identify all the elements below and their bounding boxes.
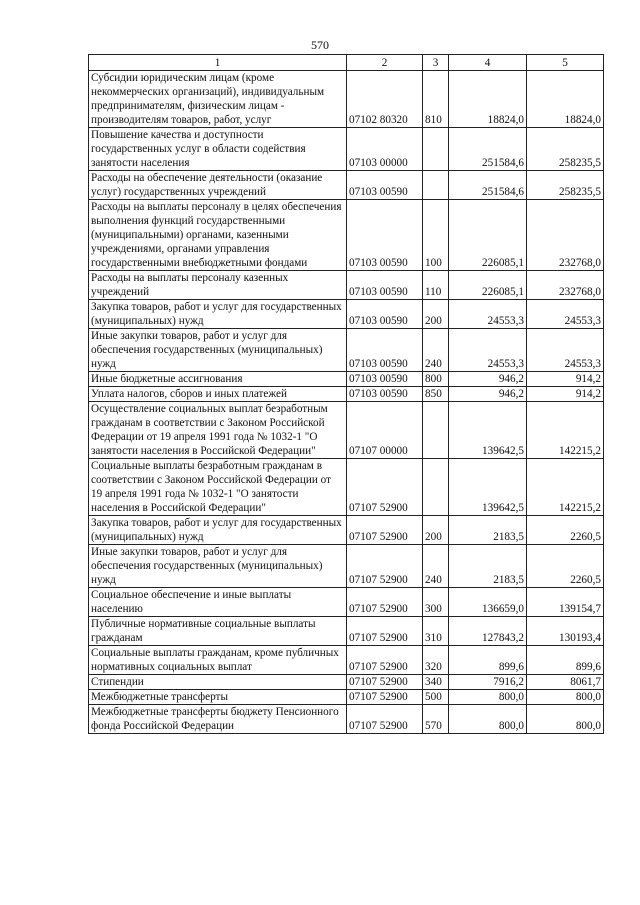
table-row <box>89 459 604 516</box>
row-expense-type: 240 <box>423 545 449 588</box>
row-value-year1: 226085,1 <box>449 200 527 271</box>
column-header: 5 <box>527 55 604 71</box>
row-value-year2: 914,2 <box>527 387 604 402</box>
row-value-year1: 136659,0 <box>449 588 527 617</box>
table-row <box>89 690 604 705</box>
row-value-year2: 24553,3 <box>527 300 604 329</box>
row-code: 07103 00590 <box>347 300 423 329</box>
row-expense-type: 810 <box>423 71 449 128</box>
row-expense-type: 200 <box>423 300 449 329</box>
row-value-year2: 2260,5 <box>527 516 604 545</box>
row-name: Публичные нормативные социальные выплаты гражданам <box>89 617 347 646</box>
row-name: Социальное обеспечение и иные выплаты населению <box>89 588 347 617</box>
row-code: 07107 52900 <box>347 690 423 705</box>
row-value-year1: 7916,2 <box>449 675 527 690</box>
row-value-year1: 127843,2 <box>449 617 527 646</box>
row-expense-type <box>423 402 449 459</box>
row-name: Повышение качества и доступности государственных услуг в области содействия занятости населения <box>89 128 347 171</box>
table-row <box>89 300 604 329</box>
row-value-year1: 139642,5 <box>449 459 527 516</box>
row-value-year2: 24553,3 <box>527 329 604 372</box>
row-name: Расходы на выплаты персоналу в целях обеспечения выполнения функций государственными (муниципальными) органами, казенными учреждениями, органами управления государственными внебюджетными фондами <box>89 200 347 271</box>
row-code: 07103 00590 <box>347 171 423 200</box>
row-value-year2: 139154,7 <box>527 588 604 617</box>
row-value-year2: 142215,2 <box>527 459 604 516</box>
row-expense-type: 240 <box>423 329 449 372</box>
table-row <box>89 372 604 387</box>
row-value-year2: 130193,4 <box>527 617 604 646</box>
table-row <box>89 171 604 200</box>
table-row <box>89 516 604 545</box>
table-row <box>89 71 604 128</box>
row-value-year2: 142215,2 <box>527 402 604 459</box>
row-value-year1: 24553,3 <box>449 300 527 329</box>
row-code: 07107 00000 <box>347 402 423 459</box>
row-value-year1: 251584,6 <box>449 171 527 200</box>
row-code: 07103 00000 <box>347 128 423 171</box>
row-code: 07103 00590 <box>347 200 423 271</box>
row-name: Стипендии <box>89 675 347 690</box>
row-expense-type: 850 <box>423 387 449 402</box>
row-value-year1: 800,0 <box>449 705 527 734</box>
row-value-year1: 2183,5 <box>449 545 527 588</box>
row-value-year1: 18824,0 <box>449 71 527 128</box>
row-name: Субсидии юридическим лицам (кроме некоммерческих организаций), индивидуальным предпринимателям, физическим лицам - производителям товаров, работ, услуг <box>89 71 347 128</box>
table-row <box>89 271 604 300</box>
row-expense-type: 110 <box>423 271 449 300</box>
row-code: 07107 52900 <box>347 459 423 516</box>
row-value-year2: 258235,5 <box>527 171 604 200</box>
row-name: Закупка товаров, работ и услуг для государственных (муниципальных) нужд <box>89 516 347 545</box>
row-value-year2: 899,6 <box>527 646 604 675</box>
row-code: 07107 52900 <box>347 646 423 675</box>
table-row <box>89 646 604 675</box>
row-value-year2: 8061,7 <box>527 675 604 690</box>
row-name: Социальные выплаты гражданам, кроме публичных нормативных социальных выплат <box>89 646 347 675</box>
row-expense-type: 800 <box>423 372 449 387</box>
header-row <box>89 55 604 71</box>
row-name: Иные закупки товаров, работ и услуг для обеспечения государственных (муниципальных) нужд <box>89 545 347 588</box>
row-value-year2: 800,0 <box>527 705 604 734</box>
row-value-year1: 946,2 <box>449 387 527 402</box>
row-code: 07103 00590 <box>347 387 423 402</box>
row-expense-type: 200 <box>423 516 449 545</box>
row-value-year1: 24553,3 <box>449 329 527 372</box>
row-value-year2: 800,0 <box>527 690 604 705</box>
row-code: 07107 52900 <box>347 675 423 690</box>
row-code: 07107 52900 <box>347 588 423 617</box>
row-name: Межбюджетные трансферты <box>89 690 347 705</box>
row-expense-type: 310 <box>423 617 449 646</box>
table-row <box>89 705 604 734</box>
row-value-year2: 258235,5 <box>527 128 604 171</box>
row-value-year1: 899,6 <box>449 646 527 675</box>
table-row <box>89 200 604 271</box>
row-value-year1: 226085,1 <box>449 271 527 300</box>
row-code: 07107 52900 <box>347 516 423 545</box>
row-expense-type: 500 <box>423 690 449 705</box>
row-value-year1: 946,2 <box>449 372 527 387</box>
row-code: 07107 52900 <box>347 617 423 646</box>
row-value-year2: 914,2 <box>527 372 604 387</box>
table-row <box>89 545 604 588</box>
row-expense-type: 340 <box>423 675 449 690</box>
row-value-year1: 251584,6 <box>449 128 527 171</box>
row-value-year2: 232768,0 <box>527 271 604 300</box>
row-expense-type: 300 <box>423 588 449 617</box>
table-row <box>89 588 604 617</box>
row-name: Расходы на обеспечение деятельности (оказание услуг) государственных учреждений <box>89 171 347 200</box>
row-code: 07103 00590 <box>347 329 423 372</box>
row-expense-type: 570 <box>423 705 449 734</box>
table-row <box>89 387 604 402</box>
column-header: 2 <box>347 55 423 71</box>
row-value-year1: 800,0 <box>449 690 527 705</box>
column-header: 4 <box>449 55 527 71</box>
table-row <box>89 128 604 171</box>
row-code: 07103 00590 <box>347 372 423 387</box>
row-name: Уплата налогов, сборов и иных платежей <box>89 387 347 402</box>
page-number: 570 <box>311 38 329 52</box>
row-name: Социальные выплаты безработным гражданам в соответствии с Законом Российской Федерации от 19 апреля 1991 года № 1032-1 "О занятости населения в Российской Федерации" <box>89 459 347 516</box>
table-row <box>89 329 604 372</box>
table-row <box>89 675 604 690</box>
row-name: Закупка товаров, работ и услуг для государственных (муниципальных) нужд <box>89 300 347 329</box>
row-value-year2: 18824,0 <box>527 71 604 128</box>
row-code: 07103 00590 <box>347 271 423 300</box>
row-expense-type <box>423 171 449 200</box>
row-name: Расходы на выплаты персоналу казенных учреждений <box>89 271 347 300</box>
row-expense-type: 320 <box>423 646 449 675</box>
column-header: 3 <box>423 55 449 71</box>
row-name: Межбюджетные трансферты бюджету Пенсионного фонда Российской Федерации <box>89 705 347 734</box>
row-value-year1: 139642,5 <box>449 402 527 459</box>
row-expense-type: 100 <box>423 200 449 271</box>
table-row <box>89 402 604 459</box>
row-expense-type <box>423 459 449 516</box>
budget-table <box>88 54 604 734</box>
column-header: 1 <box>89 55 347 71</box>
row-expense-type <box>423 128 449 171</box>
row-code: 07102 80320 <box>347 71 423 128</box>
row-name: Иные закупки товаров, работ и услуг для обеспечения государственных (муниципальных) нужд <box>89 329 347 372</box>
row-value-year2: 232768,0 <box>527 200 604 271</box>
row-value-year2: 2260,5 <box>527 545 604 588</box>
row-code: 07107 52900 <box>347 545 423 588</box>
table-row <box>89 617 604 646</box>
row-code: 07107 52900 <box>347 705 423 734</box>
row-value-year1: 2183,5 <box>449 516 527 545</box>
row-name: Иные бюджетные ассигнования <box>89 372 347 387</box>
row-name: Осуществление социальных выплат безработным гражданам в соответствии с Законом Российской Федерации от 19 апреля 1991 года № 1032-1 "О занятости населения в Российской Федерации" <box>89 402 347 459</box>
